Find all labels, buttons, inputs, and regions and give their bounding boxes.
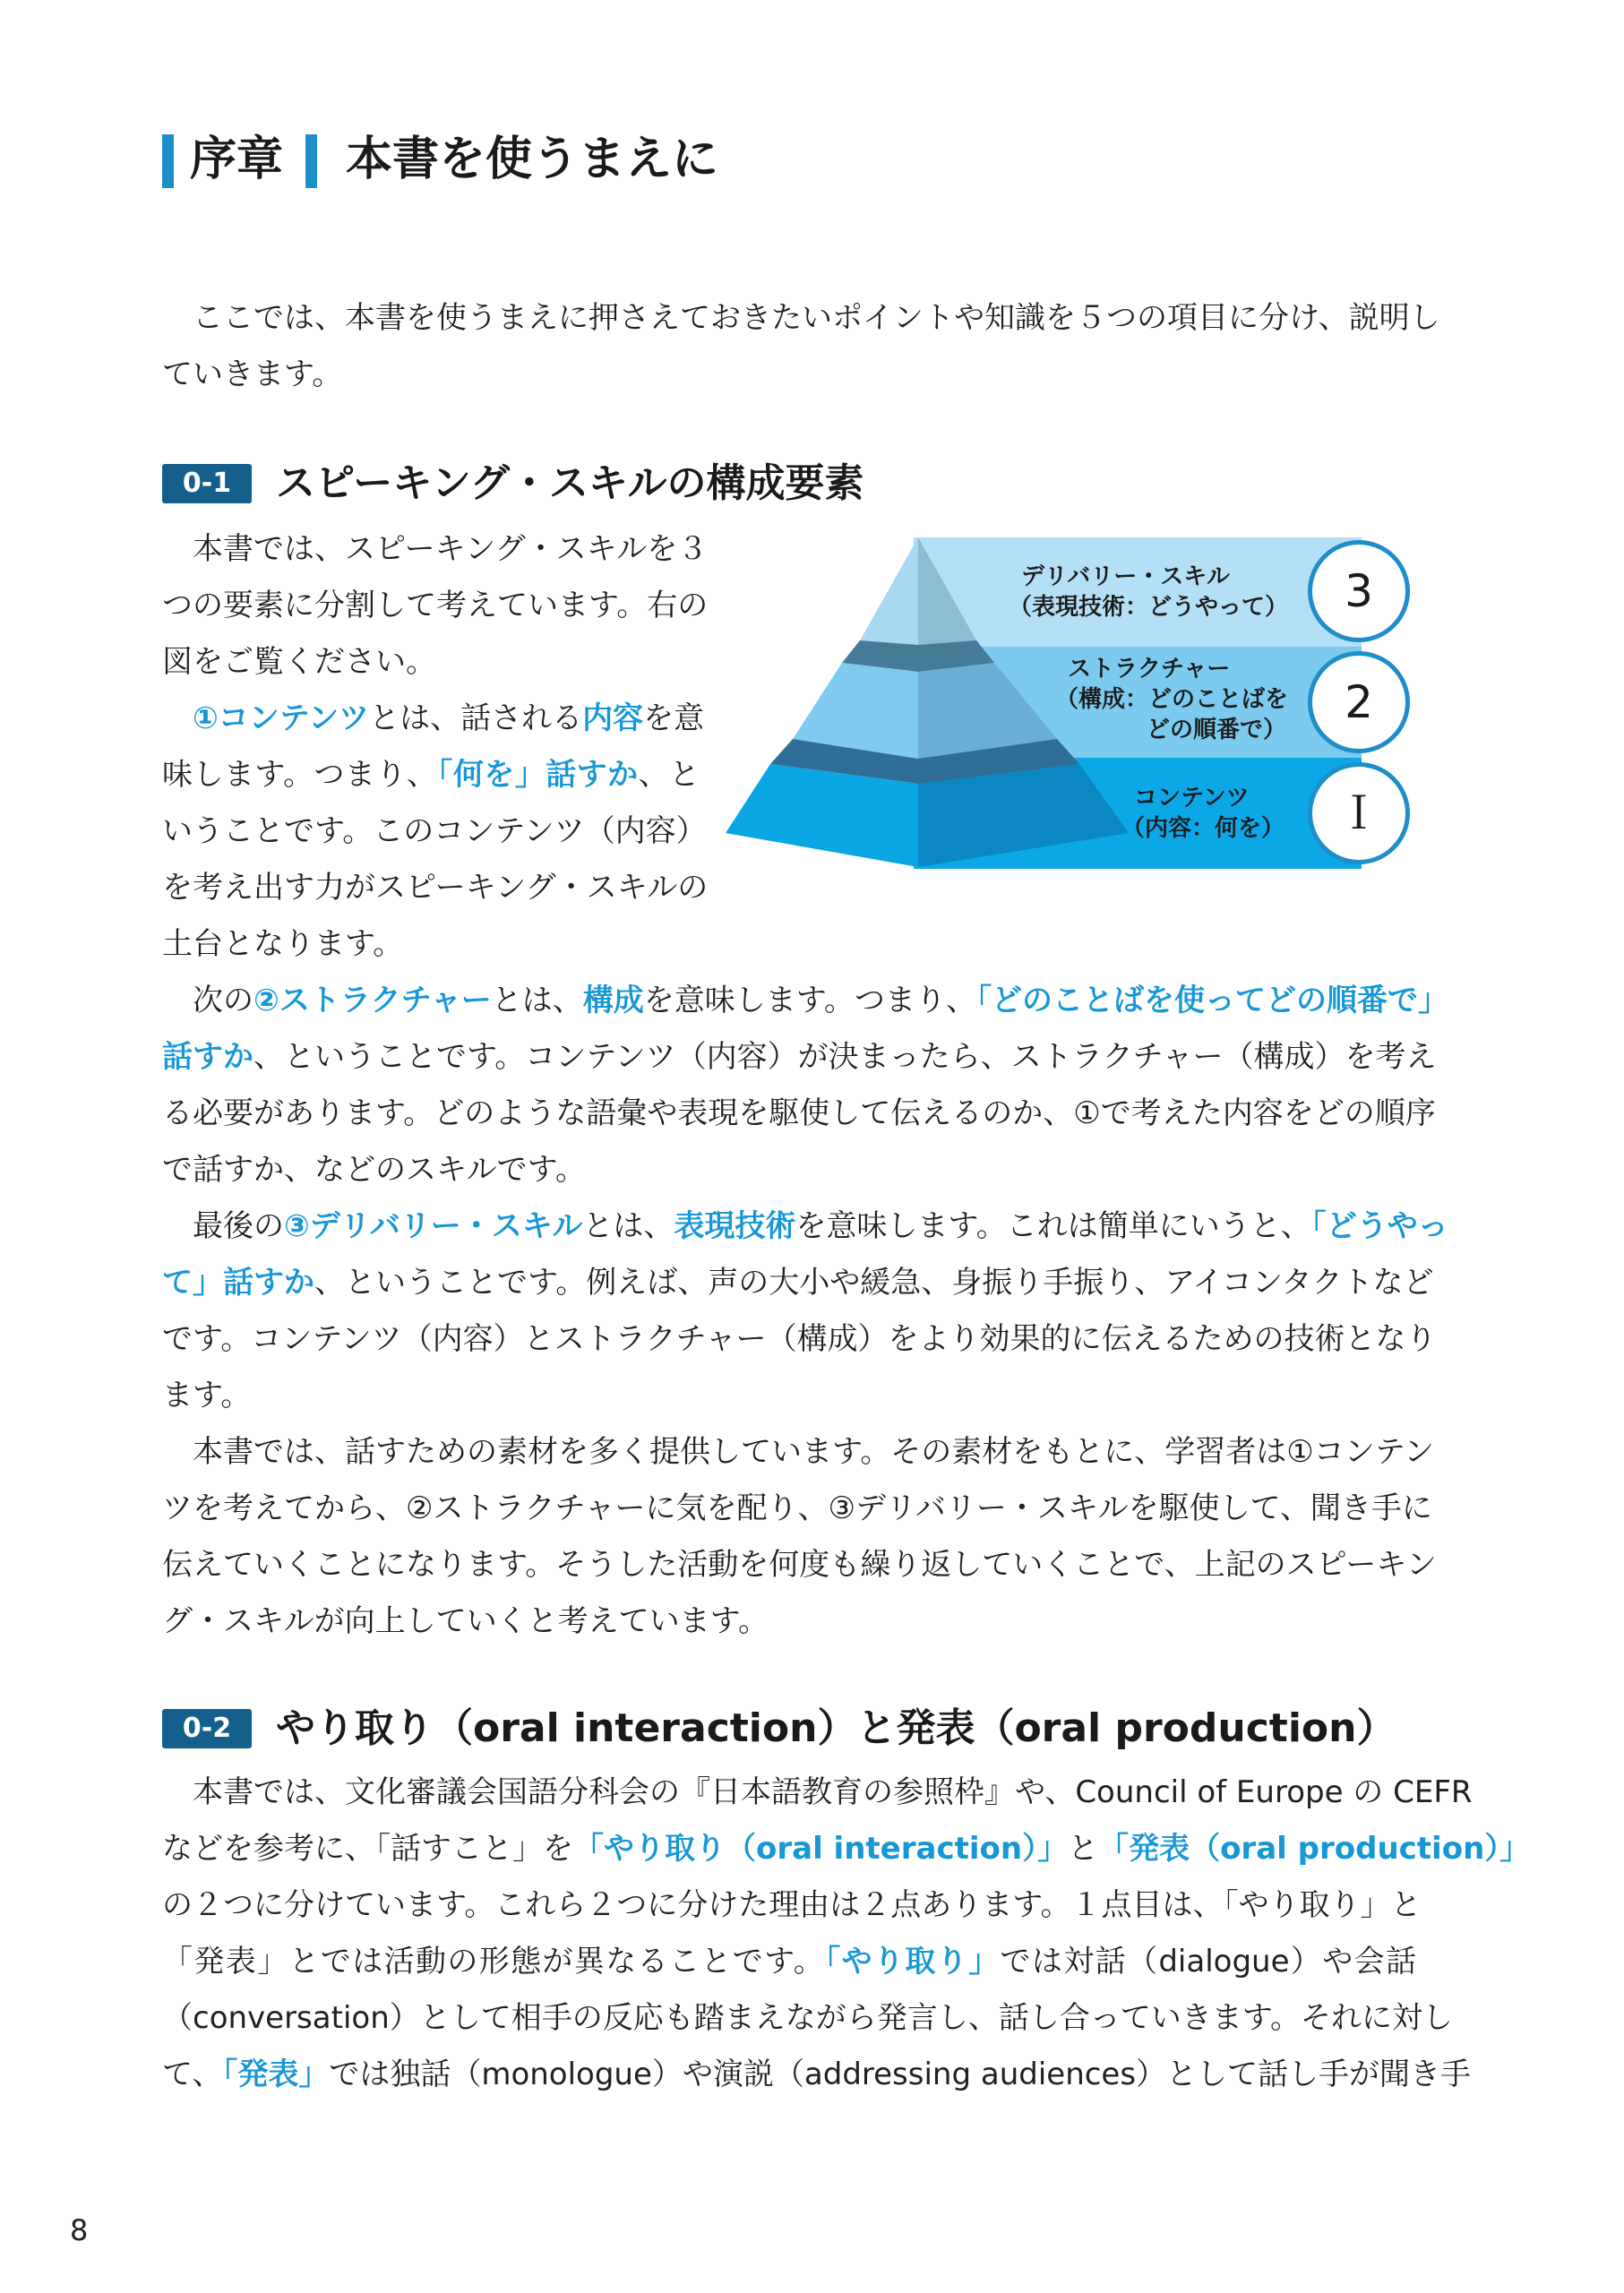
body-line: の２つに分けています。これら２つに分けた理由は２点あります。１点目は、「やり取り」と xyxy=(162,1887,1422,1923)
highlight-hanasuka: 話すか xyxy=(162,1039,253,1075)
body-line: ツを考えてから、②ストラクチャーに気を配り、③デリバリー・スキルを駆使して、聞き手に xyxy=(162,1490,1432,1526)
body-line: つの要素に分割して考えています。右の xyxy=(162,588,709,623)
intro-line-1: ここでは、本書を使うまえに押さえておきたいポイントや知識を５つの項目に分け、説明し xyxy=(162,300,1440,336)
body-line: （conversation）として相手の反応も踏まえながら発言し、話し合っていきます。それに対し xyxy=(162,2000,1454,2036)
intro-line-2: ていきます。 xyxy=(162,356,343,392)
body-line: 伝えていくことになります。そうした活動を何度も繰り返していくことで、上記のスピーキン xyxy=(162,1547,1437,1583)
body-line: ます。 xyxy=(162,1378,252,1413)
section-tag-0-1: 0-1 xyxy=(162,464,252,503)
body-line: いうことです。このコンテンツ（内容） xyxy=(162,813,707,849)
level-3-circle: 3 xyxy=(1308,540,1410,642)
body-line-interaction: などを参考に、「話すこと」を「やり取り（oral interaction）」と「発表（oral production）」 xyxy=(162,1831,1531,1867)
body-line-structure: 次の②ストラクチャーとは、構成を意味します。つまり、「どのことばを使ってどの順番で」 xyxy=(162,983,1449,1018)
label-contents-2: （内容：何を） xyxy=(1121,815,1285,842)
label-contents-1: コンテンツ xyxy=(1134,785,1250,812)
body-line-contents: ①コンテンツとは、話される内容を意 xyxy=(193,700,705,736)
highlight-hyougen: 表現技術 xyxy=(674,1208,796,1244)
section-title-0-2: やり取り（oral interaction）と発表（oral production） xyxy=(276,1705,1396,1751)
highlight-kousei: 構成 xyxy=(582,983,644,1018)
body-line: 本書では、スピーキング・スキルを３ xyxy=(162,531,709,567)
page-title: 本書を使うまえに xyxy=(346,133,719,186)
body-line: グ・スキルが向上していくと考えています。 xyxy=(162,1603,769,1639)
highlight-delivery: ③デリバリー・スキル xyxy=(284,1208,583,1244)
body-line-structure-2: 話すか、ということです。コンテンツ（内容）が決まったら、ストラクチャー（構成）を考え xyxy=(162,1039,1437,1075)
label-structure-3: どの順番で） xyxy=(1147,717,1287,743)
body-line: 本書では、文化審議会国語分科会の『日本語教育の参照枠』や、Council of Europe の CEFR xyxy=(162,1774,1473,1810)
body-line: 土台となります。 xyxy=(162,926,404,962)
body-line: です。コンテンツ（内容）とストラクチャー（構成）をより効果的に伝えるための技術となり xyxy=(162,1321,1437,1357)
label-structure-2: （構成：どのことばを xyxy=(1055,686,1289,713)
highlight-happyou: 「発表」 xyxy=(222,2057,330,2092)
highlight-naiyou: 内容 xyxy=(582,700,644,736)
level-1-circle: Ｉ xyxy=(1308,762,1410,864)
section-tag-0-2: 0-2 xyxy=(162,1709,252,1748)
highlight-interaction: 「やり取り（oral interaction）」 xyxy=(573,1831,1069,1867)
header-bar-left xyxy=(162,134,174,188)
highlight-structure: ②ストラクチャー xyxy=(253,983,492,1018)
body-line: を考え出す力がスピーキング・スキルの xyxy=(162,870,709,906)
level-2-circle: 2 xyxy=(1308,651,1410,753)
highlight-yaritori: 「やり取り」 xyxy=(825,1944,1001,1980)
body-line-contents-2: 味します。つまり、「何を」話すか、と xyxy=(162,757,700,793)
label-delivery-2: （表現技術：どうやって） xyxy=(1009,594,1289,621)
page-number: 8 xyxy=(70,2213,89,2247)
body-line-delivery: 最後の③デリバリー・スキルとは、表現技術を意味します。これは簡単にいうと、「どうやっ xyxy=(162,1208,1448,1244)
highlight-how: 「どうやっ xyxy=(1310,1208,1448,1244)
highlight-contents: ①コンテンツ xyxy=(193,700,370,736)
highlight-what: 「何を」話すか xyxy=(437,757,639,793)
highlight-production: 「発表（oral production）」 xyxy=(1098,1831,1531,1867)
label-delivery-1: デリバリー・スキル xyxy=(1021,563,1230,590)
highlight-how-2: て」話すか xyxy=(162,1265,314,1301)
body-line: る必要があります。どのような語彙や表現を駆使して伝えるのか、①で考えた内容をどの順序 xyxy=(162,1095,1436,1131)
label-structure-1: ストラクチャー xyxy=(1068,656,1231,683)
body-line: 本書では、話すための素材を多く提供しています。その素材をもとに、学習者は①コンテン xyxy=(162,1434,1435,1470)
body-line-yaritori: 「発表」とでは活動の形態が異なることです。「やり取り」では対話（dialogue）や会話 xyxy=(162,1944,1416,1980)
header-bar-mid xyxy=(305,134,317,188)
chapter-label: 序章 xyxy=(190,133,284,186)
body-line: 図をご覧ください。 xyxy=(162,644,436,680)
highlight-which-words: 「どのことばを使ってどの順番で」 xyxy=(976,983,1449,1018)
section-title-0-1: スピーキング・スキルの構成要素 xyxy=(276,460,864,506)
body-line-delivery-2: て」話すか、ということです。例えば、声の大小や緩急、身振り手振り、アイコンタクトなど xyxy=(162,1265,1434,1301)
body-line-happyou: て、「発表」では独話（monologue）や演説（addressing audiences）として話し手が聞き手 xyxy=(162,2057,1472,2092)
body-line: で話すか、などのスキルです。 xyxy=(162,1152,586,1188)
